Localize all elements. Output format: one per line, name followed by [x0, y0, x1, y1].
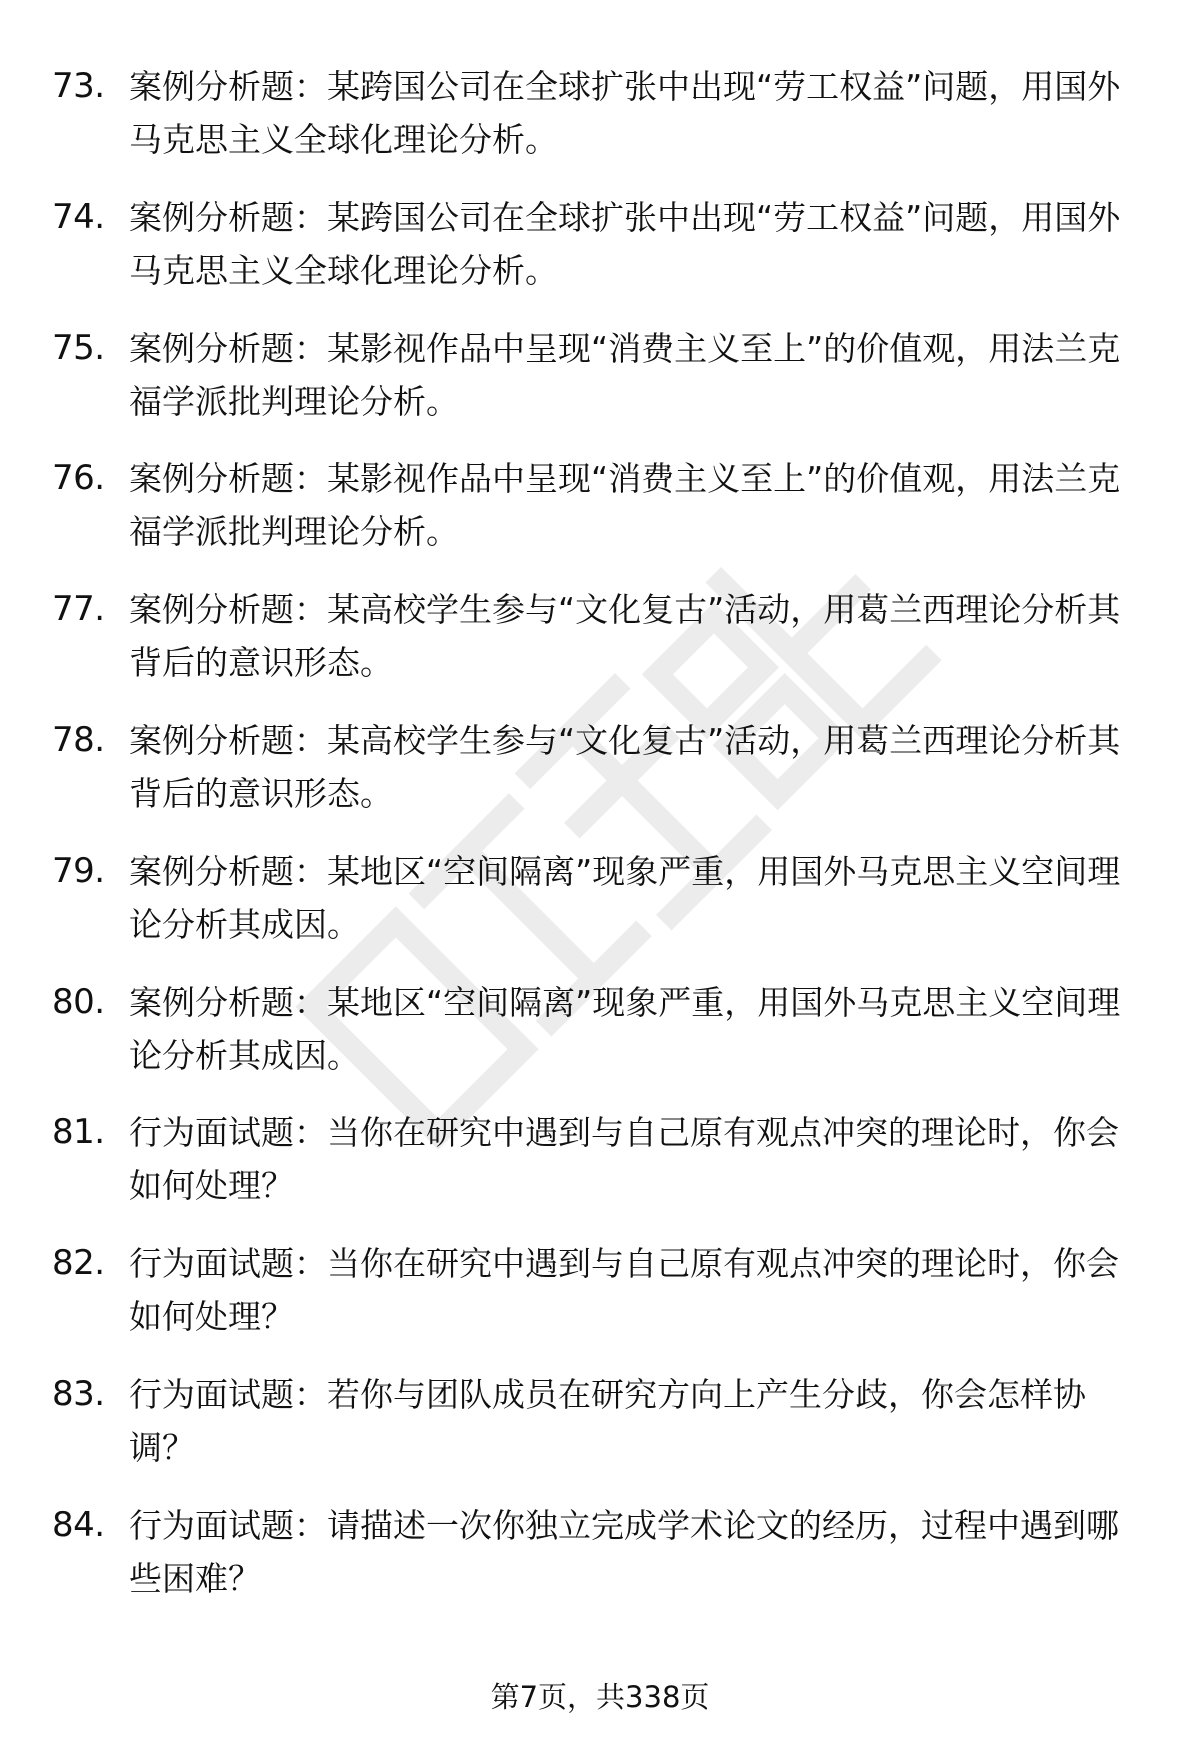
question-text: 行为面试题：请描述一次你独立完成学术论文的经历，过程中遇到哪些困难？: [129, 1505, 1119, 1598]
question-number: 78.: [52, 719, 105, 760]
question-text: 案例分析题：某高校学生参与“文化复古”活动，用葛兰西理论分析其背后的意识形态。: [129, 720, 1121, 813]
question-number: 79.: [52, 850, 105, 891]
question-number: 81.: [52, 1112, 105, 1153]
question-item: [52, 1106, 1152, 1237]
page-indicator: 第7页，共338页: [490, 1680, 710, 1714]
question-number: 77.: [52, 589, 105, 630]
question-text: 行为面试题：若你与团队成员在研究方向上产生分歧，你会怎样协调？: [129, 1374, 1086, 1467]
question-item: [52, 1368, 1152, 1499]
question-item: [52, 976, 1152, 1107]
question-item: [52, 583, 1152, 714]
question-item: [52, 714, 1152, 845]
question-number: 84.: [52, 1504, 105, 1545]
question-text: 案例分析题：某地区“空间隔离”现象严重，用国外马克思主义空间理论分析其成因。: [129, 851, 1121, 944]
question-text: 案例分析题：某跨国公司在全球扩张中出现“劳工权益”问题，用国外马克思主义全球化理论分析。: [129, 67, 1121, 159]
question-number: 82.: [52, 1243, 105, 1284]
question-text: 案例分析题：某高校学生参与“文化复古”活动，用葛兰西理论分析其背后的意识形态。: [129, 590, 1121, 683]
question-item: [52, 191, 1152, 322]
question-item: [52, 1499, 1152, 1630]
question-item: [52, 322, 1152, 453]
question-number: 74.: [52, 196, 105, 237]
question-text: 行为面试题：当你在研究中遇到与自己原有观点冲突的理论时，你会如何处理？: [129, 1113, 1119, 1206]
question-item: [52, 60, 1152, 191]
question-item: [52, 452, 1152, 583]
question-number: 76.: [52, 458, 105, 499]
question-text: 案例分析题：某地区“空间隔离”现象严重，用国外马克思主义空间理论分析其成因。: [129, 982, 1121, 1075]
question-number: 83.: [52, 1373, 105, 1414]
question-text: 案例分析题：某影视作品中呈现“消费主义至上”的价值观，用法兰克福学派批判理论分析。: [129, 459, 1121, 552]
question-text: 案例分析题：某跨国公司在全球扩张中出现“劳工权益”问题，用国外马克思主义全球化理论分析。: [129, 197, 1121, 290]
question-text: 行为面试题：当你在研究中遇到与自己原有观点冲突的理论时，你会如何处理？: [129, 1244, 1119, 1337]
question-number: 80.: [52, 981, 105, 1022]
question-number: 73.: [52, 66, 105, 106]
question-number: 75.: [52, 327, 105, 368]
question-item: [52, 845, 1152, 976]
question-text: 案例分析题：某影视作品中呈现“消费主义至上”的价值观，用法兰克福学派批判理论分析。: [129, 328, 1121, 421]
question-item: [52, 1237, 1152, 1368]
question-list: [52, 60, 1152, 1630]
